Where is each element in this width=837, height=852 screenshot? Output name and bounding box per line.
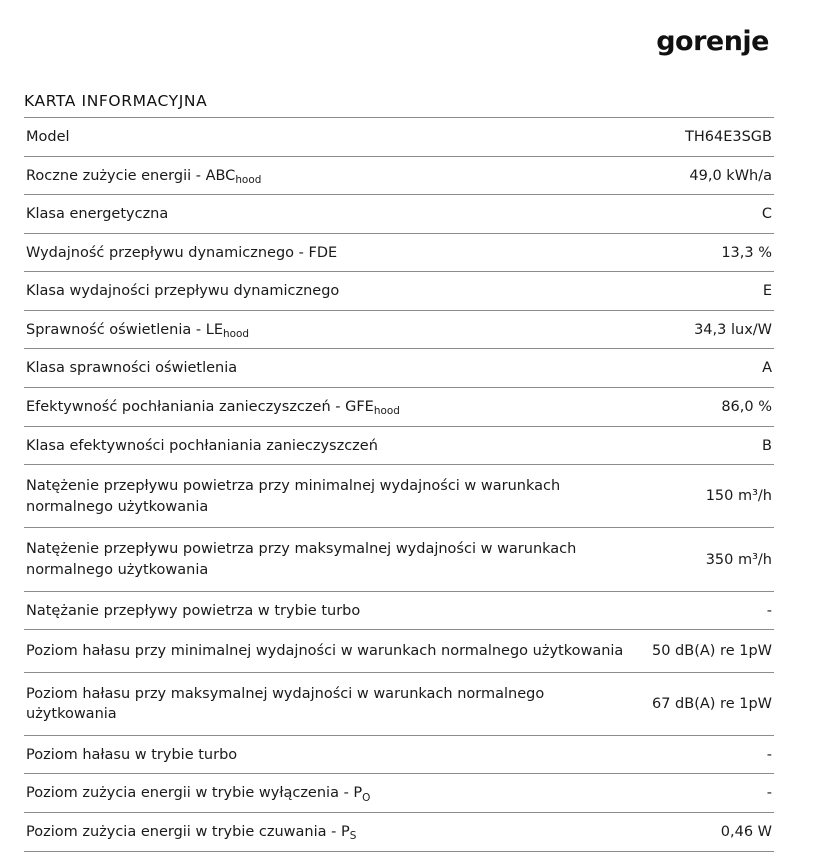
row-label-text: Natężanie przepływy powietrza w trybie turbo: [26, 602, 361, 619]
row-label-text: Roczne zużycie energii - ABC: [26, 167, 236, 184]
row-value: 67 dB(A) re 1pW: [652, 695, 772, 712]
row-label-subscript: hood: [235, 173, 262, 186]
table-row: [24, 528, 774, 591]
row-label: [24, 310, 628, 349]
row-label: [24, 195, 628, 234]
row-label-text: Poziom hałasu w trybie turbo: [26, 746, 238, 763]
table-row: [24, 195, 774, 234]
table-row: [24, 465, 774, 528]
row-value: -: [766, 785, 772, 802]
table-row: [24, 672, 774, 735]
row-label-text: Klasa wydajności przepływu dynamicznego: [26, 283, 340, 300]
row-value: 50 dB(A) re 1pW: [652, 643, 772, 660]
row-label: [24, 349, 628, 388]
table-row: [24, 156, 774, 195]
table-row: [24, 812, 774, 851]
row-label: [24, 156, 628, 195]
row-label-text: Wydajność przepływu dynamicznego - FDE: [26, 244, 338, 261]
row-label: [24, 528, 628, 591]
row-value: E: [762, 283, 772, 300]
table-body: [24, 118, 774, 852]
row-value: TH64E3SGB: [685, 129, 772, 145]
row-label-text: Klasa sprawności oświetlenia: [26, 360, 238, 377]
table-row: [24, 591, 774, 630]
row-label: [24, 272, 628, 311]
row-value: 86,0 %: [721, 399, 772, 416]
row-label: [24, 233, 628, 272]
row-label-subscript: S: [349, 830, 357, 843]
table-row: [24, 233, 774, 272]
row-label-text: Klasa energetyczna: [26, 206, 169, 223]
table-row: [24, 349, 774, 388]
row-label-subscript: hood: [222, 328, 249, 341]
row-label-text: Sprawność oświetlenia - LE: [26, 321, 223, 338]
row-label: [24, 465, 628, 528]
row-value: 0,46 W: [720, 823, 772, 840]
brand-logo: gorenje: [656, 26, 769, 57]
product-information-table: [24, 117, 774, 852]
row-value: 350 m³/h: [705, 551, 772, 568]
row-value: 49,0 kWh/a: [689, 167, 772, 184]
row-label: [24, 774, 628, 813]
row-label-text: Poziom zużycia energii w trybie wyłączenia - P: [26, 785, 363, 802]
row-label-text: Natężenie przepływu powietrza przy maksymalnej wydajności w warunkach normalnego użytkowania: [26, 541, 577, 578]
row-label: [24, 388, 628, 427]
table-row: [24, 118, 774, 157]
row-value: -: [766, 746, 772, 763]
table-row: [24, 774, 774, 813]
row-label: [24, 630, 628, 673]
row-label: [24, 812, 628, 851]
row-value: 13,3 %: [721, 244, 772, 261]
row-label: [24, 426, 628, 465]
row-label: [24, 118, 628, 157]
row-value: 34,3 lux/W: [694, 321, 772, 338]
row-label-text: Poziom hałasu przy maksymalnej wydajności w warunkach normalnego użytkowania: [26, 685, 545, 723]
table-row: [24, 630, 774, 673]
table-row: [24, 426, 774, 465]
page-title: KARTA INFORMACYJNA: [24, 92, 208, 110]
table-row: [24, 272, 774, 311]
row-value: 150 m³/h: [705, 488, 772, 505]
row-label-subscript: hood: [373, 405, 400, 418]
row-label: [24, 735, 628, 774]
row-label: [24, 591, 628, 630]
table-row: [24, 388, 774, 427]
table-row: [24, 310, 774, 349]
row-label-text: Klasa efektywności pochłaniania zanieczyszczeń: [26, 437, 378, 454]
row-label-text: Poziom hałasu przy minimalnej wydajności w warunkach normalnego użytkowania: [26, 643, 624, 660]
row-label-text: Poziom zużycia energii w trybie czuwania - P: [26, 823, 350, 840]
row-value: A: [762, 360, 772, 377]
row-label-text: Natężenie przepływu powietrza przy minimalnej wydajności w warunkach normalnego użytkowania: [26, 478, 561, 515]
row-label-text: Model: [26, 129, 70, 145]
row-value: C: [761, 206, 772, 223]
row-label: [24, 672, 628, 735]
table-row: [24, 735, 774, 774]
row-label-text: Efektywność pochłaniania zanieczyszczeń - GFE: [26, 399, 374, 416]
row-value: -: [766, 602, 772, 619]
row-value: B: [762, 437, 772, 454]
row-label-subscript: O: [362, 791, 371, 804]
